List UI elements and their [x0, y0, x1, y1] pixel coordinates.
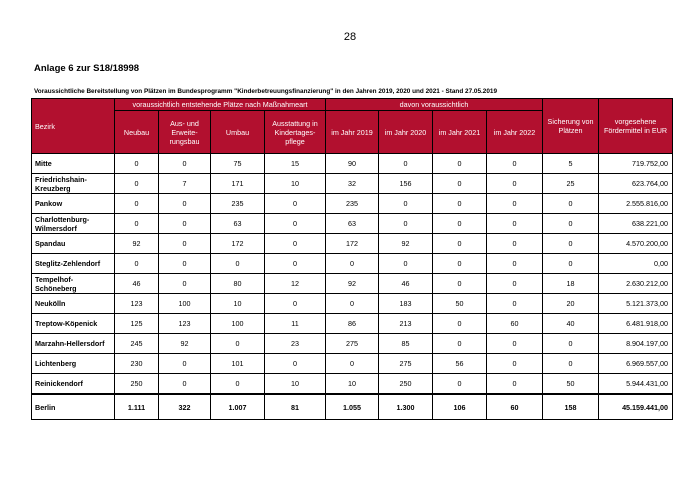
value-cell: 92	[379, 234, 433, 254]
district-name: Reinickendorf	[32, 374, 115, 395]
value-cell: 0	[433, 214, 487, 234]
value-cell: 0	[115, 194, 159, 214]
table-row	[32, 254, 673, 274]
value-cell: 172	[211, 234, 265, 254]
funding-cell: 2.555.816,00	[599, 194, 673, 214]
funding-cell: 6.969.557,00	[599, 354, 673, 374]
value-cell: 7	[159, 174, 211, 194]
funding-cell: 623.764,00	[599, 174, 673, 194]
value-cell: 230	[115, 354, 159, 374]
value-cell: 0	[433, 154, 487, 174]
header-group-years: davon voraussichtlich	[326, 99, 543, 111]
table-row	[32, 354, 673, 374]
value-cell: 0	[326, 294, 379, 314]
value-cell: 0	[543, 334, 599, 354]
value-cell: 0	[487, 334, 543, 354]
table-row	[32, 174, 673, 194]
value-cell: 23	[265, 334, 326, 354]
header-umbau: Umbau	[211, 111, 265, 154]
value-cell: 0	[115, 254, 159, 274]
header-year-2019: im Jahr 2019	[326, 111, 379, 154]
value-cell: 123	[115, 294, 159, 314]
value-cell: 0	[115, 154, 159, 174]
header-year-2020: im Jahr 2020	[379, 111, 433, 154]
value-cell: 183	[379, 294, 433, 314]
value-cell: 100	[159, 294, 211, 314]
value-cell: 0	[487, 234, 543, 254]
value-cell: 25	[543, 174, 599, 194]
value-cell: 0	[115, 174, 159, 194]
district-name: Steglitz-Zehlendorf	[32, 254, 115, 274]
value-cell: 0	[487, 174, 543, 194]
funding-cell: 719.752,00	[599, 154, 673, 174]
district-name: Neukölln	[32, 294, 115, 314]
value-cell: 5	[543, 154, 599, 174]
value-cell: 0	[159, 374, 211, 395]
header-ausbau: Aus- und Erweite-rungsbau	[159, 111, 211, 154]
value-cell: 235	[211, 194, 265, 214]
value-cell: 0	[379, 194, 433, 214]
value-cell: 85	[379, 334, 433, 354]
value-cell: 15	[265, 154, 326, 174]
value-cell: 10	[265, 174, 326, 194]
value-cell: 92	[115, 234, 159, 254]
header-group-measure: voraussichtlich entstehende Plätze nach Maßnahmeart	[115, 99, 326, 111]
funding-cell: 4.570.200,00	[599, 234, 673, 254]
value-cell: 275	[326, 334, 379, 354]
value-cell: 60	[487, 394, 543, 420]
value-cell: 106	[433, 394, 487, 420]
value-cell: 32	[326, 174, 379, 194]
header-ausstattung: Ausstattung in Kindertages-pflege	[265, 111, 326, 154]
header-neubau: Neubau	[115, 111, 159, 154]
value-cell: 250	[115, 374, 159, 395]
value-cell: 0	[326, 254, 379, 274]
value-cell: 101	[211, 354, 265, 374]
value-cell: 18	[543, 274, 599, 294]
value-cell: 0	[543, 254, 599, 274]
value-cell: 0	[487, 214, 543, 234]
value-cell: 1.007	[211, 394, 265, 420]
value-cell: 92	[326, 274, 379, 294]
table-row	[32, 374, 673, 395]
value-cell: 235	[326, 194, 379, 214]
table-row	[32, 214, 673, 234]
value-cell: 275	[379, 354, 433, 374]
value-cell: 0	[265, 354, 326, 374]
value-cell: 0	[433, 374, 487, 395]
value-cell: 0	[379, 214, 433, 234]
value-cell: 0	[433, 194, 487, 214]
value-cell: 0	[159, 354, 211, 374]
value-cell: 0	[265, 254, 326, 274]
header-year-2021: im Jahr 2021	[433, 111, 487, 154]
value-cell: 1.055	[326, 394, 379, 420]
district-name: Friedrichshain-Kreuzberg	[32, 174, 115, 194]
value-cell: 0	[211, 254, 265, 274]
header-bezirk: Bezirk	[32, 99, 115, 154]
value-cell: 0	[159, 194, 211, 214]
value-cell: 50	[433, 294, 487, 314]
funding-cell: 2.630.212,00	[599, 274, 673, 294]
value-cell: 0	[265, 294, 326, 314]
value-cell: 60	[487, 314, 543, 334]
value-cell: 90	[326, 154, 379, 174]
value-cell: 0	[543, 214, 599, 234]
value-cell: 81	[265, 394, 326, 420]
value-cell: 322	[159, 394, 211, 420]
value-cell: 86	[326, 314, 379, 334]
value-cell: 12	[265, 274, 326, 294]
value-cell: 46	[115, 274, 159, 294]
header-securing: Sicherung von Plätzen	[543, 99, 599, 154]
district-name: Pankow	[32, 194, 115, 214]
district-name: Tempelhof-Schöneberg	[32, 274, 115, 294]
value-cell: 0	[159, 234, 211, 254]
value-cell: 63	[326, 214, 379, 234]
value-cell: 10	[211, 294, 265, 314]
value-cell: 10	[326, 374, 379, 395]
value-cell: 40	[543, 314, 599, 334]
value-cell: 0	[487, 154, 543, 174]
value-cell: 75	[211, 154, 265, 174]
value-cell: 0	[159, 154, 211, 174]
value-cell: 100	[211, 314, 265, 334]
value-cell: 20	[543, 294, 599, 314]
value-cell: 50	[543, 374, 599, 395]
value-cell: 0	[487, 294, 543, 314]
value-cell: 213	[379, 314, 433, 334]
funding-cell: 5.944.431,00	[599, 374, 673, 395]
value-cell: 80	[211, 274, 265, 294]
table-row	[32, 294, 673, 314]
value-cell: 0	[211, 334, 265, 354]
value-cell: 0	[211, 374, 265, 395]
header-funding: vorgesehene Fördermittel in EUR	[599, 99, 673, 154]
value-cell: 92	[159, 334, 211, 354]
value-cell: 172	[326, 234, 379, 254]
value-cell: 0	[433, 334, 487, 354]
value-cell: 63	[211, 214, 265, 234]
value-cell: 0	[487, 194, 543, 214]
value-cell: 0	[379, 254, 433, 274]
district-name: Mitte	[32, 154, 115, 174]
table-row	[32, 234, 673, 254]
value-cell: 0	[487, 274, 543, 294]
value-cell: 0	[326, 354, 379, 374]
funding-cell: 8.904.197,00	[599, 334, 673, 354]
value-cell: 245	[115, 334, 159, 354]
value-cell: 0	[265, 234, 326, 254]
value-cell: 0	[115, 214, 159, 234]
table-row	[32, 314, 673, 334]
district-name: Spandau	[32, 234, 115, 254]
value-cell: 1.300	[379, 394, 433, 420]
value-cell: 0	[265, 214, 326, 234]
value-cell: 0	[543, 194, 599, 214]
value-cell: 0	[543, 354, 599, 374]
value-cell: 125	[115, 314, 159, 334]
table-body	[32, 154, 673, 420]
district-name: Treptow-Köpenick	[32, 314, 115, 334]
value-cell: 0	[487, 254, 543, 274]
value-cell: 0	[543, 234, 599, 254]
value-cell: 123	[159, 314, 211, 334]
annex-title: Anlage 6 zur S18/18998	[34, 63, 140, 74]
value-cell: 0	[159, 254, 211, 274]
value-cell: 0	[487, 354, 543, 374]
value-cell: 0	[433, 174, 487, 194]
table-row	[32, 154, 673, 174]
table-row	[32, 334, 673, 354]
value-cell: 56	[433, 354, 487, 374]
value-cell: 10	[265, 374, 326, 395]
district-name: Marzahn-Hellersdorf	[32, 334, 115, 354]
value-cell: 0	[159, 214, 211, 234]
funding-cell: 638.221,00	[599, 214, 673, 234]
value-cell: 158	[543, 394, 599, 420]
value-cell: 0	[487, 374, 543, 395]
page-number: 28	[343, 31, 357, 43]
value-cell: 0	[159, 274, 211, 294]
funding-cell: 0,00	[599, 254, 673, 274]
funding-cell: 6.481.918,00	[599, 314, 673, 334]
value-cell: 0	[379, 154, 433, 174]
total-row	[32, 394, 673, 420]
value-cell: 0	[265, 194, 326, 214]
value-cell: 46	[379, 274, 433, 294]
table-row	[32, 194, 673, 214]
funding-table	[31, 98, 673, 420]
value-cell: 171	[211, 174, 265, 194]
value-cell: 0	[433, 274, 487, 294]
value-cell: 250	[379, 374, 433, 395]
value-cell: 0	[433, 234, 487, 254]
value-cell: 0	[433, 254, 487, 274]
district-name: Lichtenberg	[32, 354, 115, 374]
table-caption: Voraussichtliche Bereitstellung von Plätzen im Bundesprogramm "Kinderbetreuungsfinanzierung" in den Jahren 2019, 2020 und 2021 - Stand 27.05.2019	[34, 88, 498, 95]
funding-cell: 45.159.441,00	[599, 394, 673, 420]
district-name: Berlin	[32, 394, 115, 420]
header-year-2022: im Jahr 2022	[487, 111, 543, 154]
value-cell: 11	[265, 314, 326, 334]
table-row	[32, 274, 673, 294]
value-cell: 1.111	[115, 394, 159, 420]
value-cell: 156	[379, 174, 433, 194]
value-cell: 0	[433, 314, 487, 334]
funding-cell: 5.121.373,00	[599, 294, 673, 314]
district-name: Charlottenburg-Wilmersdorf	[32, 214, 115, 234]
